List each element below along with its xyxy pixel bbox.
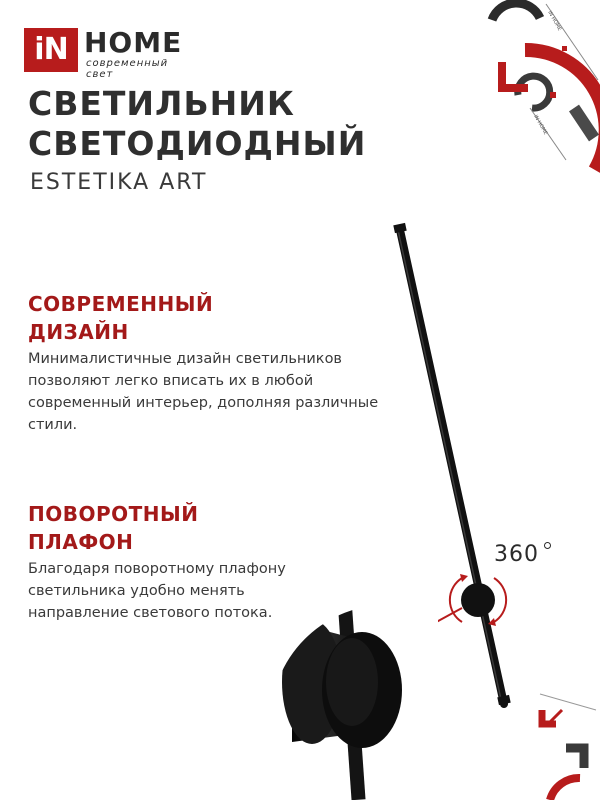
decor-text: IN HOME bbox=[546, 10, 563, 33]
feature-heading-line: ПЛАФОН bbox=[28, 530, 134, 554]
feature-heading-design bbox=[28, 290, 213, 346]
rotation-arrow bbox=[494, 578, 506, 622]
decor-shapes-top bbox=[470, 0, 600, 175]
decor-ring-grey bbox=[518, 76, 550, 108]
decor-shapes-bottom bbox=[520, 690, 600, 800]
decor-arc-black bbox=[492, 3, 540, 20]
rotation-label: 360 bbox=[494, 542, 539, 567]
decor-line bbox=[540, 694, 596, 710]
feature-heading-line: ПОВОРОТНЫЙ bbox=[28, 502, 199, 526]
lamp-end-cap bbox=[393, 223, 406, 233]
zoom-detail bbox=[268, 582, 438, 800]
decor-corner-grey bbox=[566, 748, 584, 768]
lamp-knob bbox=[461, 583, 495, 617]
model-name: ESTETIKA ART bbox=[30, 170, 208, 195]
feature-text-design: Минималистичные дизайн светильников позволяют легко вписать их в любой современный интерьер, дополняя различные стили. bbox=[28, 351, 379, 433]
degree-icon bbox=[544, 542, 551, 549]
decor-corner-red bbox=[502, 62, 528, 88]
logo-tagline: современный свет bbox=[86, 58, 169, 80]
logo-home-text: HOME bbox=[84, 26, 183, 59]
feature-heading-line: ДИЗАЙН bbox=[28, 320, 129, 344]
brand-logo bbox=[24, 26, 194, 80]
decor-bar-grey bbox=[574, 108, 594, 138]
decor-arc-red bbox=[550, 778, 580, 800]
page-title-line2: СВЕТОДИОДНЫЙ bbox=[28, 124, 367, 163]
rotation-arrow bbox=[450, 578, 462, 622]
logo-in-mark: iN bbox=[24, 28, 78, 72]
feature-heading-rotation bbox=[28, 500, 199, 556]
rotation-arrowhead bbox=[460, 574, 468, 582]
decor-text: IN HOME bbox=[532, 114, 549, 137]
decor-dot bbox=[562, 46, 567, 51]
feature-text-rotation: Благодаря поворотному плафону светильника удобно менять направление светового потока. bbox=[28, 561, 286, 621]
decor-dot bbox=[550, 92, 556, 98]
page-title-line1: СВЕТИЛЬНИК bbox=[28, 84, 295, 123]
feature-heading-line: СОВРЕМЕННЫЙ bbox=[28, 292, 214, 316]
